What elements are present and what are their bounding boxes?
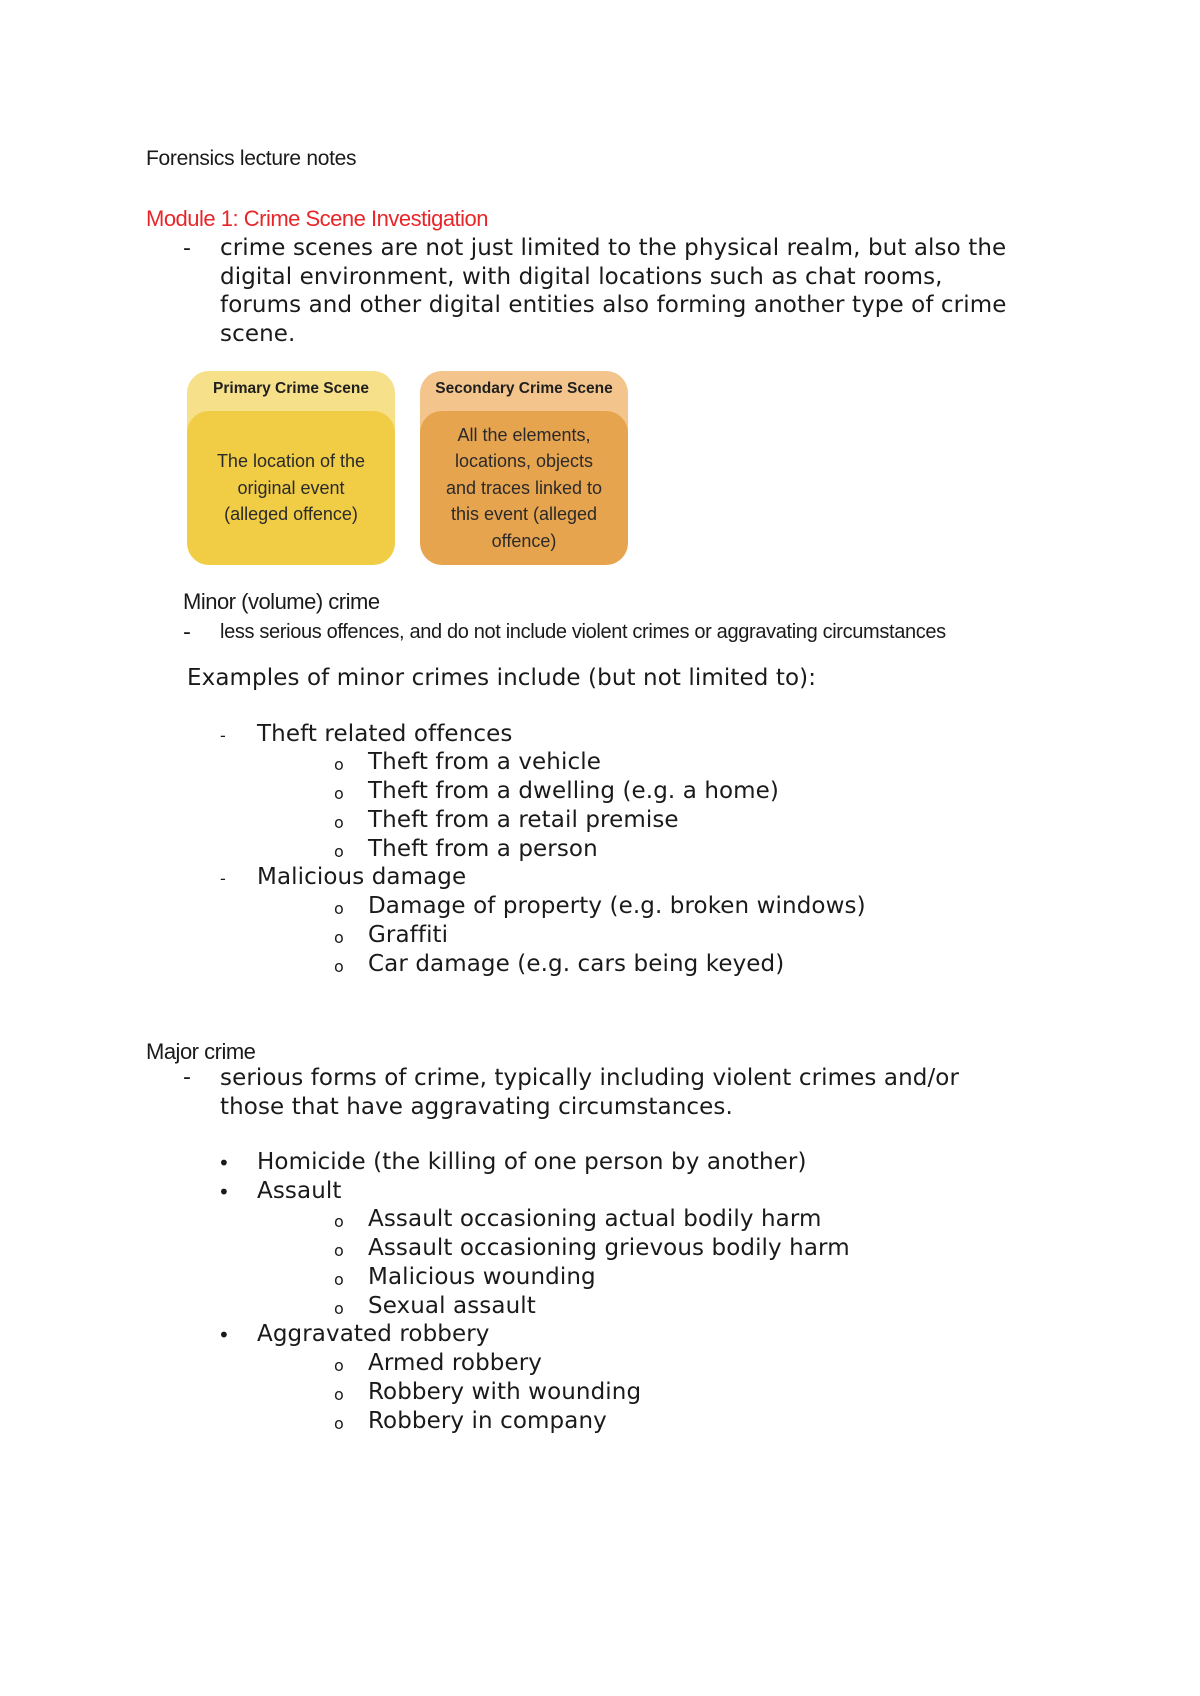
secondary-crime-scene-description <box>420 411 628 565</box>
circle-bullet: o <box>334 1385 344 1404</box>
list-item: Assault occasioning actual bodily harm <box>368 1206 822 1232</box>
circle-bullet: o <box>334 899 344 918</box>
list-item: Graffiti <box>368 922 449 948</box>
minor-crime-heading: Minor (volume) crime <box>183 589 380 614</box>
list-item: Robbery with wounding <box>368 1379 642 1405</box>
list-item: Theft from a vehicle <box>368 749 601 775</box>
paragraph-line: scene. <box>220 320 296 347</box>
description-line: those that have aggravating circumstances. <box>220 1093 733 1120</box>
list-item: Theft from a dwelling (e.g. a home) <box>368 778 779 804</box>
list-item: Assault occasioning grievous bodily harm <box>368 1235 850 1261</box>
list-group-label: Aggravated robbery <box>257 1321 490 1347</box>
list-group-label: Theft related offences <box>257 721 513 747</box>
bullet-dot: • <box>218 1323 230 1347</box>
list-item: Theft from a person <box>368 836 598 862</box>
circle-bullet: o <box>334 842 344 861</box>
circle-bullet: o <box>334 1414 344 1433</box>
circle-bullet: o <box>334 813 344 832</box>
paragraph-line: digital environment, with digital locations such as chat rooms, <box>220 263 943 290</box>
paragraph-line: forums and other digital entities also forming another type of crime <box>220 292 1007 318</box>
secondary-crime-scene-text: All the elements, locations, objects and traces linked to this event (alleged offence) <box>445 424 603 551</box>
primary-crime-scene-text: The location of the original event (alleged offence) <box>216 451 366 525</box>
list-item: Car damage (e.g. cars being keyed) <box>368 951 785 977</box>
major-crime-heading: Major crime <box>146 1039 256 1064</box>
bullet-dot: • <box>218 1180 230 1204</box>
primary-crime-scene-box <box>187 371 395 565</box>
module-paragraph <box>220 234 1006 348</box>
primary-crime-scene-description <box>187 411 395 565</box>
circle-bullet: o <box>334 928 344 947</box>
primary-crime-scene-title: Primary Crime Scene <box>213 380 369 397</box>
minor-examples-intro: Examples of minor crimes include (but not limited to): <box>187 665 817 691</box>
list-item: Robbery in company <box>368 1408 607 1434</box>
minor-crime-dash: - <box>183 620 191 645</box>
secondary-crime-scene-title: Secondary Crime Scene <box>435 380 613 397</box>
paragraph-line: crime scenes are not just limited to the physical realm, but also the <box>220 235 1007 261</box>
list-item: Sexual assault <box>368 1293 536 1319</box>
bullet-dot: • <box>218 1151 230 1175</box>
circle-bullet: o <box>334 1270 344 1289</box>
circle-bullet: o <box>334 1212 344 1231</box>
list-group-label: Malicious damage <box>257 864 467 890</box>
list-item: Damage of property (e.g. broken windows) <box>368 893 866 919</box>
circle-bullet: o <box>334 957 344 976</box>
major-crime-dash: - <box>183 1065 191 1090</box>
document-title: Forensics lecture notes <box>146 147 357 170</box>
list-bullet: - <box>220 869 226 888</box>
circle-bullet: o <box>334 1356 344 1375</box>
circle-bullet: o <box>334 1241 344 1260</box>
circle-bullet: o <box>334 755 344 774</box>
list-item: Malicious wounding <box>368 1264 596 1290</box>
major-crime-description <box>220 1064 959 1121</box>
list-item: Theft from a retail premise <box>368 807 679 833</box>
list-group-label: Assault <box>257 1178 342 1204</box>
circle-bullet: o <box>334 1299 344 1318</box>
circle-bullet: o <box>334 784 344 803</box>
description-line: serious forms of crime, typically including violent crimes and/or <box>220 1065 960 1091</box>
module-heading: Module 1: Crime Scene Investigation <box>146 206 489 231</box>
secondary-crime-scene-box <box>420 371 628 565</box>
list-group-label: Homicide (the killing of one person by another) <box>257 1149 807 1175</box>
list-item: Armed robbery <box>368 1350 542 1376</box>
paragraph-dash: - <box>183 236 191 261</box>
list-bullet: - <box>220 726 226 745</box>
minor-crime-description: less serious offences, and do not include violent crimes or aggravating circumstances <box>220 621 946 643</box>
